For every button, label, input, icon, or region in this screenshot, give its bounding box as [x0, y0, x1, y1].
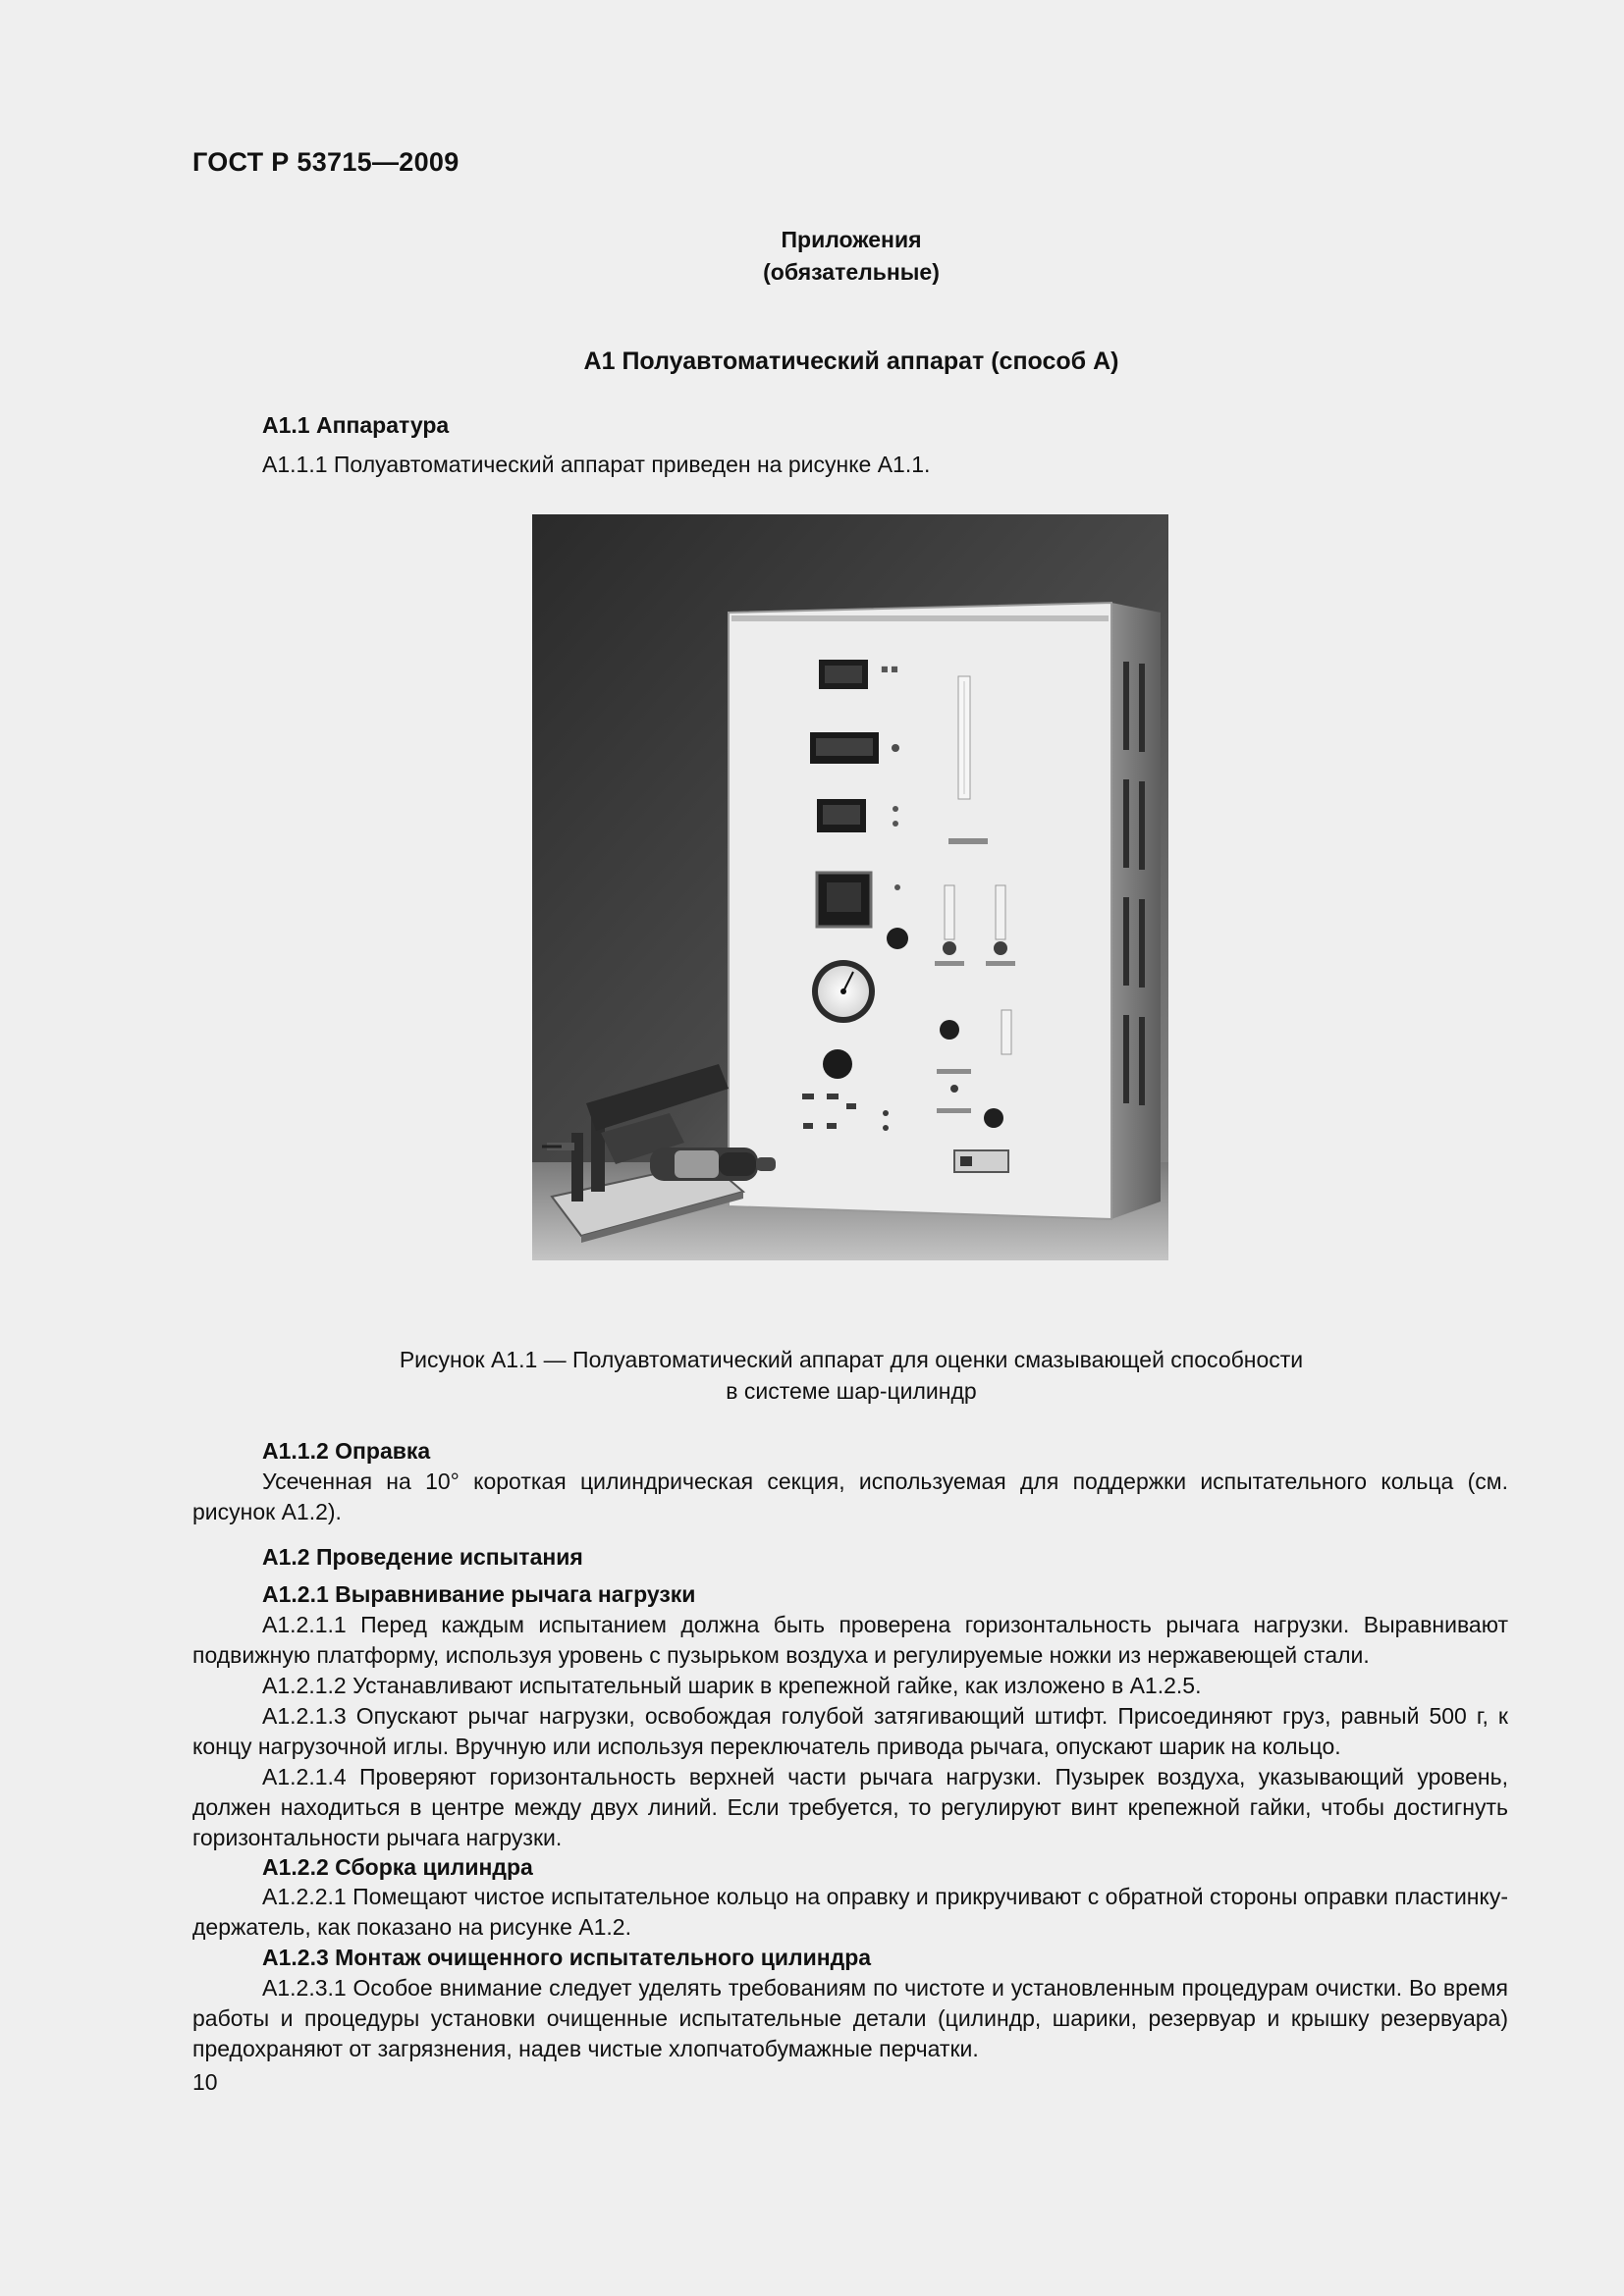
heading-a1-2-3: А1.2.3 Монтаж очищенного испытательного цилиндра — [262, 1945, 872, 1970]
paragraph-a1-2-2-1: А1.2.2.1 Помещают чистое испытательное кольцо на оправку и прикручивают с обратной стороны оправки пластинку-держатель, как показано на рисунке А1.2. — [192, 1884, 1508, 1940]
appendix-title: Приложения — [781, 227, 922, 252]
paragraph-a1-2-1-2: А1.2.1.2 Устанавливают испытательный шарик в крепежной гайке, как изложено в А1.2.5. — [262, 1673, 1202, 1698]
heading-a1-1: А1.1 Аппаратура — [262, 412, 450, 438]
appendix-heading — [192, 224, 1510, 289]
paragraph-a1-2-1-4: А1.2.1.4 Проверяют горизонтальность верхней части рычага нагрузки. Пузырек воздуха, указывающий уровень, должен находиться в центре между двух линий. Если требуется, то регулируют винт крепежной гайки, чтобы достигнуть горизонтальности рычага нагрузки. — [192, 1764, 1508, 1850]
apparatus-photo — [532, 514, 1168, 1309]
appendix-subtitle: (обязательные) — [763, 259, 940, 285]
paragraph-a1-2-1-3: А1.2.1.3 Опускают рычаг нагрузки, освобождая голубой затягивающий штифт. Присоединяют груз, равный 500 г, к концу нагрузочной иглы. Вручную или используя переключатель привода рычага, опускают шарик на кольцо. — [192, 1703, 1508, 1759]
figure-caption — [192, 1344, 1510, 1407]
heading-a1-2-2: А1.2.2 Сборка цилиндра — [262, 1854, 533, 1880]
document-code: ГОСТ Р 53715—2009 — [192, 147, 460, 177]
heading-a1-2: А1.2 Проведение испытания — [262, 1544, 583, 1570]
heading-a1-1-2: А1.1.2 Оправка — [262, 1438, 431, 1464]
section-title: А1 Полуавтоматический аппарат (способ А) — [583, 347, 1119, 375]
heading-a1-2-1: А1.2.1 Выравнивание рычага нагрузки — [262, 1581, 696, 1607]
svg-text:■ ■: ■ ■ — [881, 665, 898, 673]
paragraph-a1-2-3-1: А1.2.3.1 Особое внимание следует уделять требованиям по чистоте и установленным процедурам очистки. Во время работы и процедуры установки очищенные испытательные детали (цилиндр, шарики, резервуар и крышку резервуара) предохраняют от загрязнения, надев чистые хлопчатобумажные перчатки. — [192, 1975, 1508, 2061]
paragraph-a1-1-2: Усеченная на 10° короткая цилиндрическая секция, используемая для поддержки испытательного кольца (см. рисунок А1.2). — [192, 1468, 1508, 1524]
paragraph-a1-2-1-1: А1.2.1.1 Перед каждым испытанием должна быть проверена горизонтальность рычага нагрузки. Выравнивают подвижную платформу, используя уровень с пузырьком воздуха и регулируемые ножки из нержавеющей стали. — [192, 1612, 1508, 1668]
page-number: 10 — [192, 2069, 218, 2095]
figure-caption-line1: Рисунок А1.1 — Полуавтоматический аппарат для оценки смазывающей способности — [399, 1347, 1304, 1372]
paragraph-a1-1-1: А1.1.1 Полуавтоматический аппарат приведен на рисунке А1.1. — [262, 452, 931, 477]
figure-caption-line2: в системе шар-цилиндр — [726, 1378, 977, 1404]
